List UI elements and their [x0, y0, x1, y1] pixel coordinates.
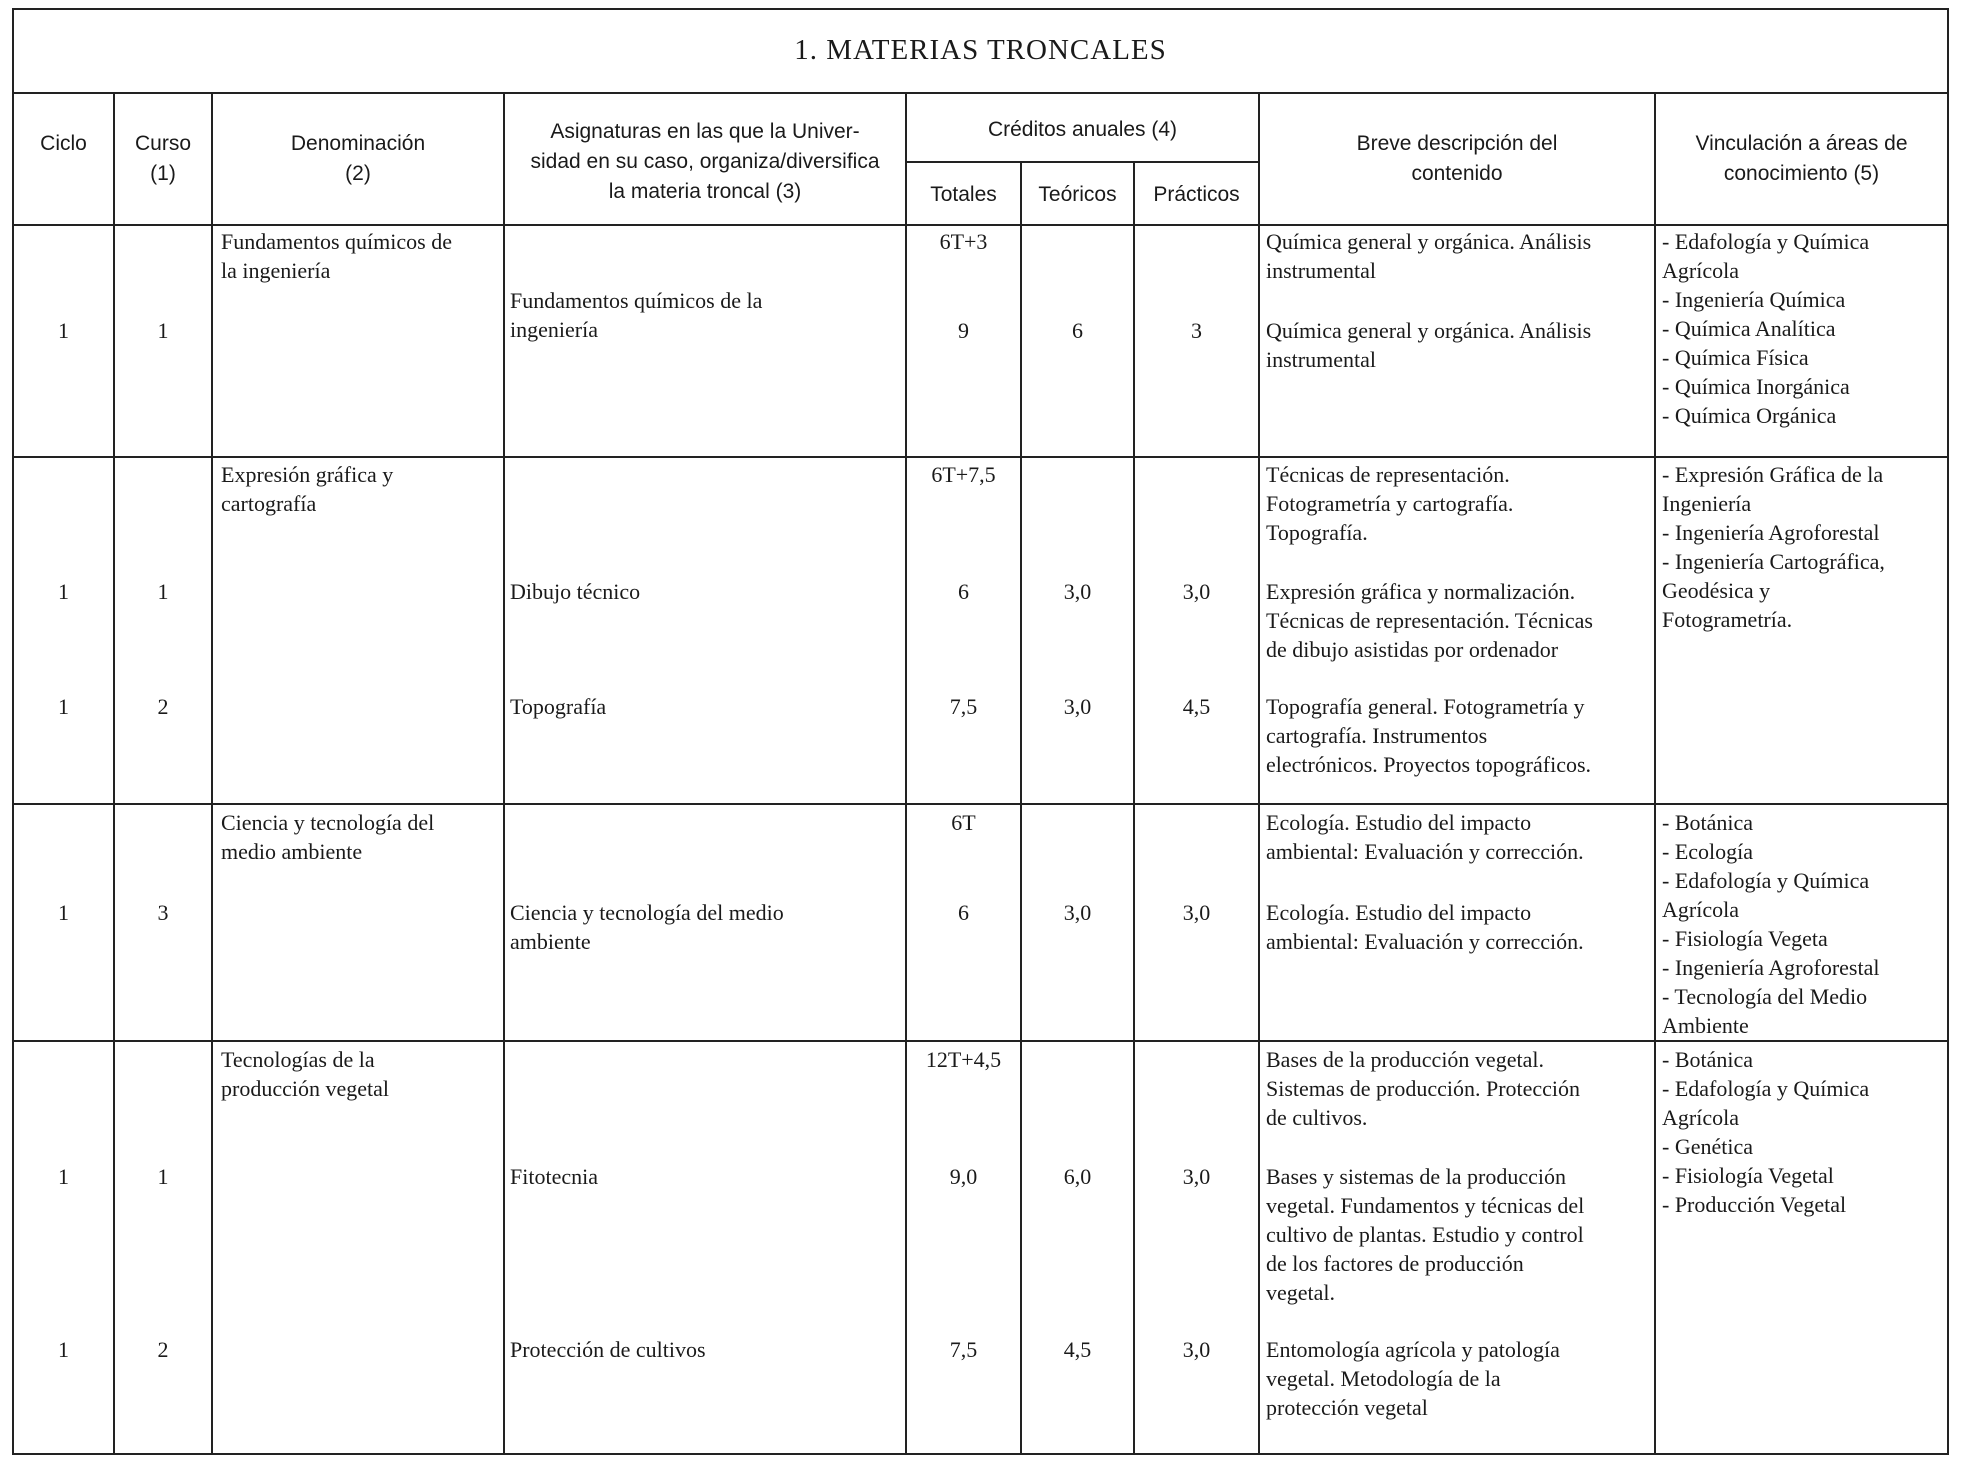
- asignatura-totales: 9,0: [949, 1164, 978, 1189]
- materia-denominacion: Tecnologías de la producción vegetal: [221, 1047, 389, 1101]
- asignatura-teoricos: 3,0: [1063, 579, 1092, 604]
- asignatura-teoricos: 6: [1072, 318, 1083, 343]
- asignatura-curso: 1: [157, 318, 169, 343]
- asignatura-practicos: 3: [1191, 318, 1202, 343]
- asignatura-descripcion: Entomología agrícola y patología vegetal. Metodología de la protección vegetal: [1266, 1337, 1560, 1420]
- asignatura-teoricos: 3,0: [1063, 694, 1092, 719]
- asignatura-practicos: 3,0: [1182, 1337, 1211, 1362]
- col-divider-vinculacion: [1654, 92, 1656, 1455]
- materia-descripcion: Ecología. Estudio del impacto ambiental: Evaluación y corrección.: [1266, 810, 1584, 864]
- asignatura-nombre: Ciencia y tecnología del medio ambiente: [510, 900, 784, 954]
- asignatura-descripcion: Ecología. Estudio del impacto ambiental: Evaluación y corrección.: [1266, 900, 1584, 954]
- materia-denominacion: Fundamentos químicos de la ingeniería: [221, 229, 452, 283]
- header-denominacion: Denominación (2): [290, 132, 426, 185]
- header-ciclo: Ciclo: [40, 132, 87, 155]
- asignatura-descripcion: Química general y orgánica. Análisis instrumental: [1266, 318, 1592, 372]
- asignatura-ciclo: 1: [58, 1337, 69, 1362]
- materia-totales: 12T+4,5: [925, 1047, 1002, 1072]
- asignatura-descripcion: Bases y sistemas de la producción vegetal. Fundamentos y técnicas del cultivo de plantas. Estudio y control de los factores de producción vegetal.: [1266, 1164, 1585, 1305]
- col-divider-practicos: [1133, 161, 1135, 1455]
- header-curso: Curso (1): [134, 132, 192, 185]
- asignatura-ciclo: 1: [58, 900, 69, 925]
- title-divider: [12, 92, 1949, 94]
- table-border-top: [12, 8, 1949, 10]
- header-practicos: Prácticos: [1153, 183, 1240, 206]
- asignatura-practicos: 3,0: [1182, 1164, 1211, 1189]
- asignatura-nombre: Protección de cultivos: [510, 1337, 706, 1362]
- materia-areas: - Expresión Gráfica de la Ingeniería - Ingeniería Agroforestal - Ingeniería Cartográfica, Geodésica y Fotogrametría.: [1662, 462, 1885, 632]
- asignatura-totales: 6: [958, 900, 969, 925]
- table-border-left: [12, 8, 14, 1455]
- header-divider: [12, 224, 1949, 226]
- asignatura-ciclo: 1: [58, 318, 69, 343]
- asignatura-teoricos: 4,5: [1063, 1337, 1092, 1362]
- materia-descripcion: Química general y orgánica. Análisis instrumental: [1266, 229, 1592, 283]
- asignatura-totales: 9: [958, 318, 969, 343]
- asignatura-nombre: Topografía: [510, 694, 607, 719]
- block-divider-2: [12, 803, 1949, 805]
- col-divider-descripcion: [1258, 92, 1260, 1455]
- header-descripcion: Breve descripción del contenido: [1356, 132, 1558, 185]
- materia-totales: 6T: [951, 810, 976, 835]
- header-vinculacion: Vinculación a áreas de conocimiento (5): [1695, 132, 1908, 185]
- table-border-right: [1947, 8, 1949, 1455]
- asignatura-curso: 2: [157, 694, 169, 719]
- asignatura-curso: 3: [157, 900, 169, 925]
- asignatura-totales: 7,5: [949, 694, 978, 719]
- asignatura-descripcion: Expresión gráfica y normalización. Técnicas de representación. Técnicas de dibujo asistidas por ordenador: [1266, 579, 1593, 662]
- col-divider-asignaturas: [503, 92, 505, 1455]
- col-divider-teoricos: [1020, 161, 1022, 1455]
- materia-descripcion: Bases de la producción vegetal. Sistemas de producción. Protección de cultivos.: [1266, 1047, 1581, 1130]
- table-border-bottom: [12, 1453, 1949, 1455]
- asignatura-descripcion: Topografía general. Fotogrametría y cartografía. Instrumentos electrónicos. Proyectos topográficos.: [1266, 694, 1592, 777]
- materia-descripcion: Técnicas de representación. Fotogrametría y cartografía. Topografía.: [1266, 462, 1514, 545]
- asignatura-teoricos: 3,0: [1063, 900, 1092, 925]
- materia-areas: - Edafología y Química Agrícola - Ingeniería Química - Química Analítica - Química Física - Química Inorgánica - Química Orgánica: [1662, 229, 1870, 428]
- block-divider-1: [12, 456, 1949, 458]
- materia-areas: - Botánica - Ecología - Edafología y Química Agrícola - Fisiología Vegeta - Ingeniería Agroforestal - Tecnología del Medio Ambiente: [1662, 810, 1880, 1038]
- asignatura-nombre: Fitotecnia: [510, 1164, 598, 1189]
- asignatura-ciclo: 1: [58, 1164, 69, 1189]
- materia-denominacion: Ciencia y tecnología del medio ambiente: [221, 810, 435, 864]
- col-divider-denominacion: [211, 92, 213, 1455]
- asignatura-totales: 7,5: [949, 1337, 978, 1362]
- asignatura-nombre: Dibujo técnico: [510, 579, 641, 604]
- header-teoricos: Teóricos: [1038, 183, 1117, 206]
- asignatura-teoricos: 6,0: [1063, 1164, 1092, 1189]
- asignatura-ciclo: 1: [58, 579, 69, 604]
- asignatura-practicos: 3,0: [1182, 579, 1211, 604]
- document-title: 1. MATERIAS TRONCALES: [794, 34, 1167, 66]
- materia-areas: - Botánica - Edafología y Química Agrícola - Genética - Fisiología Vegetal - Producción Vegetal: [1662, 1047, 1870, 1217]
- asignatura-nombre: Fundamentos químicos de la ingeniería: [510, 288, 763, 342]
- asignatura-ciclo: 1: [58, 694, 69, 719]
- asignatura-curso: 1: [157, 579, 169, 604]
- materia-totales: 6T+3: [939, 229, 988, 254]
- materia-denominacion: Expresión gráfica y cartografía: [221, 462, 394, 516]
- asignatura-practicos: 3,0: [1182, 900, 1211, 925]
- asignatura-curso: 2: [157, 1337, 169, 1362]
- header-asignaturas: Asignaturas en las que la Univer- sidad en su caso, organiza/diversifica la materia troncal (3): [530, 120, 880, 203]
- asignatura-curso: 1: [157, 1164, 169, 1189]
- col-divider-totales: [905, 92, 907, 1455]
- asignatura-totales: 6: [958, 579, 969, 604]
- materia-totales: 6T+7,5: [931, 462, 996, 487]
- header-totales: Totales: [930, 183, 997, 206]
- block-divider-3: [12, 1040, 1949, 1042]
- creditos-subheader-divider: [905, 161, 1258, 163]
- col-divider-curso: [113, 92, 115, 1455]
- asignatura-practicos: 4,5: [1182, 694, 1211, 719]
- header-creditos: Créditos anuales (4): [987, 118, 1178, 141]
